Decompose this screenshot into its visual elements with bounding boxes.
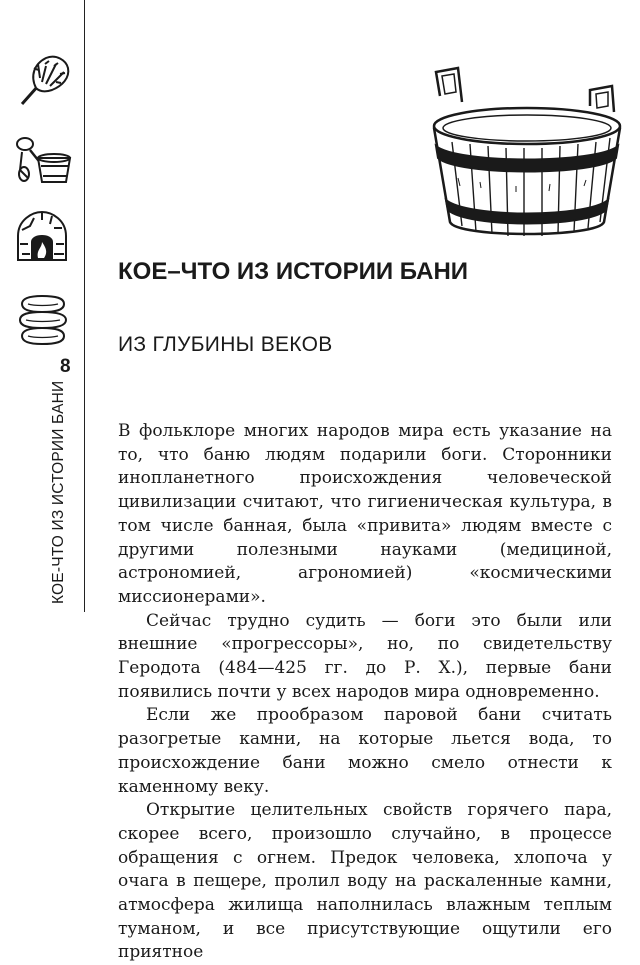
paragraph: Сейчас трудно судить — боги это были или внешние «прогрессоры», но, по свидетельству Геродота (484—425 гг. до Р. Х.), первые бани появились почти у всех народов мира одновременно. (118, 610, 612, 702)
running-head: КОЕ-ЧТО ИЗ ИСТОРИИ БАНИ (50, 380, 67, 604)
margin-divider (84, 0, 85, 612)
body-text (118, 420, 612, 965)
paragraph: Если же прообразом паровой бани считать разогретые камни, на которые льется вода, то происхождение бани можно смело отнести к каменному веку. (118, 705, 612, 797)
section-title: ИЗ ГЛУБИНЫ ВЕКОВ (118, 333, 333, 356)
wooden-tub-icon (428, 62, 626, 240)
page-number: 8 (60, 356, 71, 377)
towels-icon (12, 290, 72, 348)
birch-broom-icon (12, 52, 72, 110)
stove-icon (12, 208, 72, 266)
chapter-title: КОЕ–ЧТО ИЗ ИСТОРИИ БАНИ (118, 258, 469, 285)
ladle-and-bucket-icon (12, 130, 72, 188)
paragraph: В фольклоре многих народов мира есть указание на то, что баню людям подарили боги. Сторонники инопланетного происхождения человеческой цивилизации считают, что гигиеническая культура, в том числе банная, была «привита» людям вместе с другими полезными науками (медициной, астрономией, агрономией) «космическими миссионерами». (118, 421, 612, 607)
paragraph: Открытие целительных свойств горячего пара, скорее всего, произошло случайно, в процессе обращения с огнем. Предок человека, хлопоча у очага в пещере, пролил воду на раскаленные камни, атмосфера жилища наполнилась влажным теплым туманом, и все присутствующие ощутили его приятное (118, 800, 612, 963)
